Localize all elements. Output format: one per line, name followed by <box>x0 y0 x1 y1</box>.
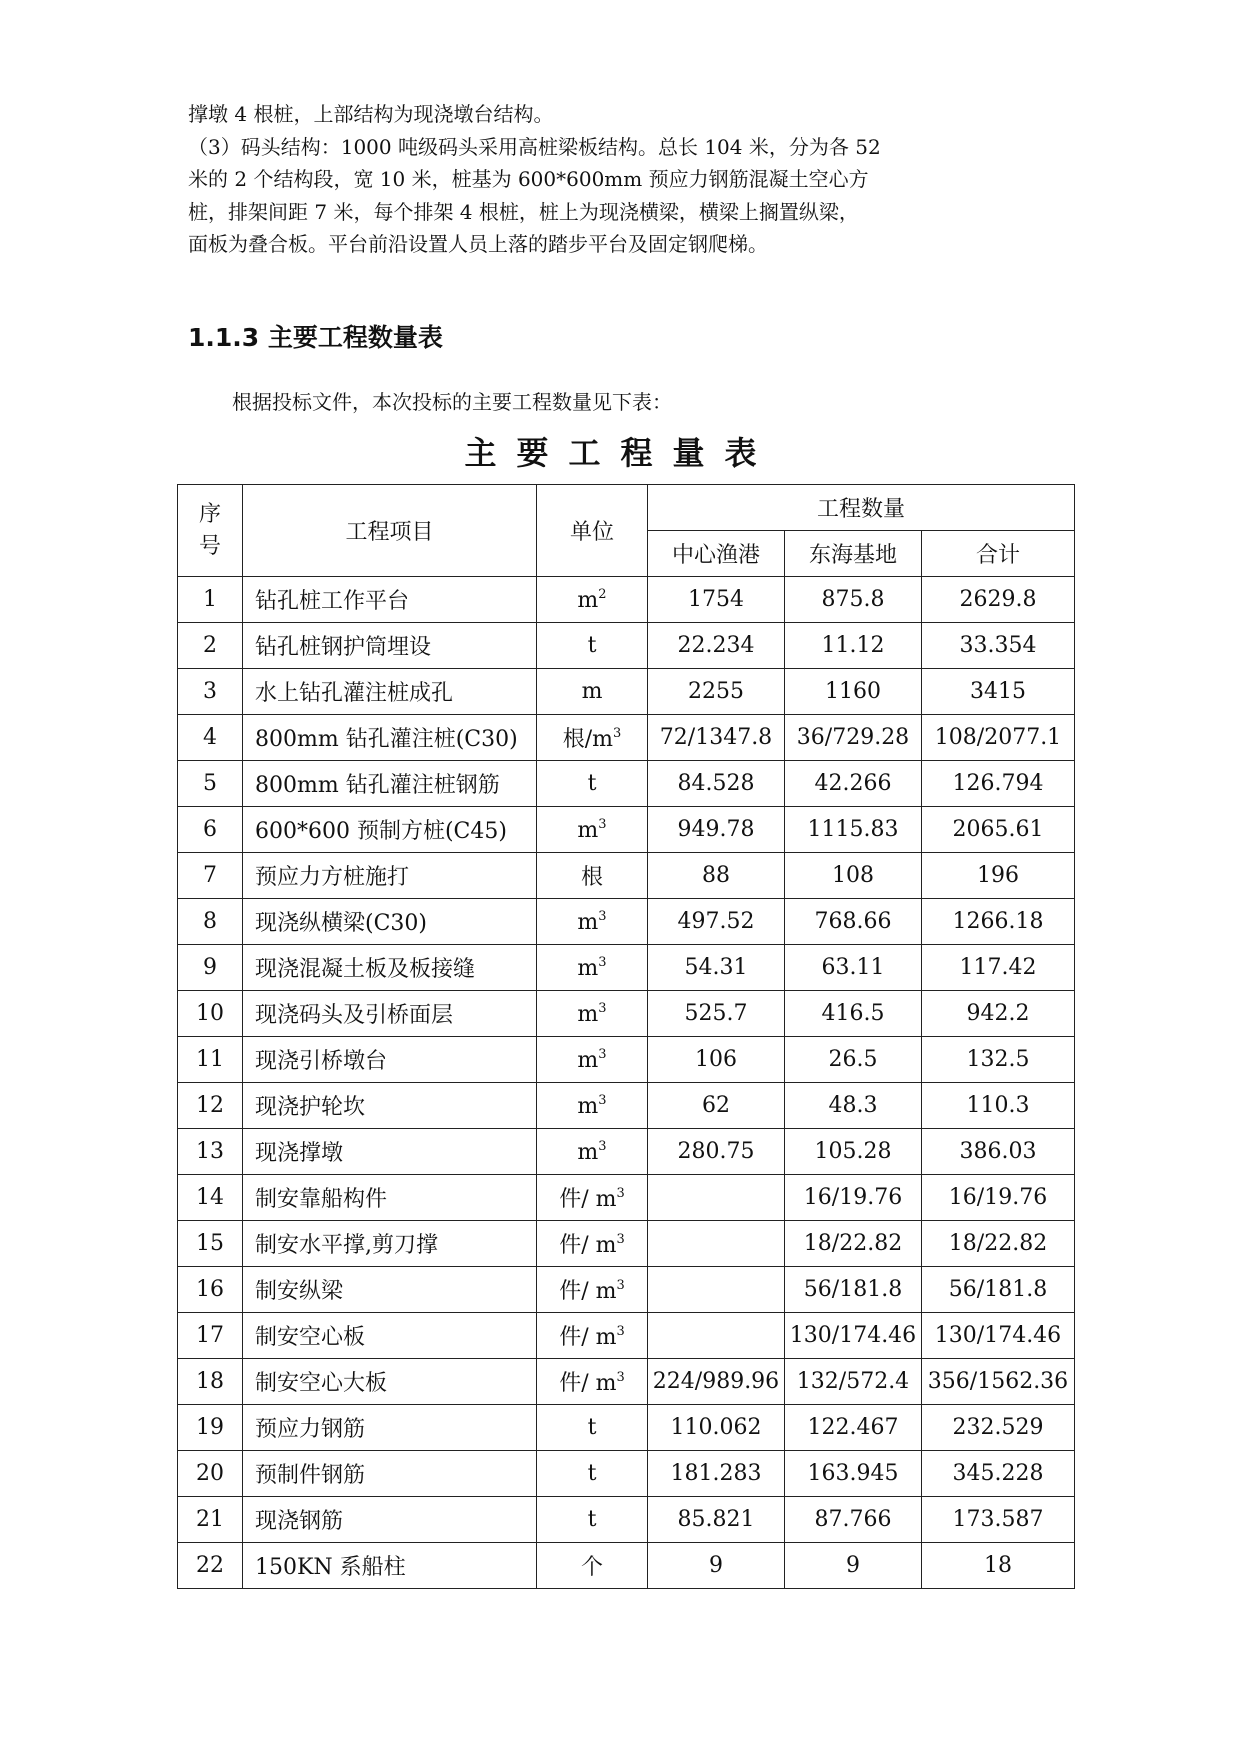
cell-col-b: 163.945 <box>785 1451 922 1497</box>
cell-col-b: 36/729.28 <box>785 715 922 761</box>
unit-superscript: 3 <box>598 1092 607 1108</box>
unit-text: 根 <box>580 865 603 890</box>
cell-col-a: 497.52 <box>648 899 785 945</box>
cell-unit <box>537 899 648 945</box>
table-row <box>178 1543 1075 1589</box>
cell-col-b: 87.766 <box>785 1497 922 1543</box>
cell-col-b: 122.467 <box>785 1405 922 1451</box>
intro-paragraph <box>188 98 928 261</box>
cell-unit <box>537 1451 648 1497</box>
table-row <box>178 715 1075 761</box>
table-row <box>178 853 1075 899</box>
unit-text: m <box>577 955 599 981</box>
cell-col-total: 126.794 <box>922 761 1075 807</box>
cell-col-b: 16/19.76 <box>785 1175 922 1221</box>
cell-unit <box>537 807 648 853</box>
cell-index: 1 <box>178 577 243 623</box>
unit-text: m <box>581 679 603 704</box>
cell-index: 2 <box>178 623 243 669</box>
intro-line: 面板为叠合板。平台前沿设置人员上落的踏步平台及固定钢爬梯。 <box>188 232 768 256</box>
table-row <box>178 623 1075 669</box>
cell-item: 现浇引桥墩台 <box>243 1037 537 1083</box>
cell-col-b: 48.3 <box>785 1083 922 1129</box>
cell-col-total: 33.354 <box>922 623 1075 669</box>
unit-superscript: 3 <box>616 1232 625 1247</box>
table-row <box>178 1451 1075 1497</box>
section-heading: 1.1.3 主要工程数量表 <box>188 323 443 352</box>
cell-col-a <box>648 1267 785 1313</box>
unit-superscript: 3 <box>598 1000 607 1016</box>
table-row <box>178 899 1075 945</box>
cell-col-total: 18/22.82 <box>922 1221 1075 1267</box>
cell-item: 150KN 系船柱 <box>243 1543 537 1589</box>
cell-col-total: 16/19.76 <box>922 1175 1075 1221</box>
table-row <box>178 945 1075 991</box>
cell-col-total: 132.5 <box>922 1037 1075 1083</box>
unit-superscript: 3 <box>598 954 607 970</box>
cell-unit <box>537 945 648 991</box>
table-row <box>178 1037 1075 1083</box>
cell-col-a: 106 <box>648 1037 785 1083</box>
cell-col-total: 18 <box>922 1543 1075 1589</box>
cell-col-b: 1160 <box>785 669 922 715</box>
cell-index: 21 <box>178 1497 243 1543</box>
cell-index: 16 <box>178 1267 243 1313</box>
cell-index: 19 <box>178 1405 243 1451</box>
unit-text: 件/ m <box>559 1187 617 1212</box>
cell-col-b: 416.5 <box>785 991 922 1037</box>
header-quantity: 工程数量 <box>648 485 1075 531</box>
unit-text: 根/m <box>562 727 613 752</box>
unit-text: m <box>577 1139 599 1165</box>
unit-superscript: 3 <box>613 726 622 741</box>
cell-col-total: 3415 <box>922 669 1075 715</box>
cell-index: 12 <box>178 1083 243 1129</box>
cell-col-b: 105.28 <box>785 1129 922 1175</box>
cell-col-a: 2255 <box>648 669 785 715</box>
cell-col-a: 181.283 <box>648 1451 785 1497</box>
cell-item: 钻孔桩工作平台 <box>243 577 537 623</box>
cell-item: 现浇钢筋 <box>243 1497 537 1543</box>
unit-text: t <box>587 1507 597 1532</box>
cell-unit <box>537 853 648 899</box>
table-row <box>178 807 1075 853</box>
intro-line: 米的 2 个结构段，宽 10 米，桩基为 600*600mm 预应力钢筋混凝土空心方 <box>188 167 869 191</box>
cell-col-total: 942.2 <box>922 991 1075 1037</box>
table-row <box>178 991 1075 1037</box>
cell-index: 17 <box>178 1313 243 1359</box>
unit-superscript: 3 <box>616 1324 625 1339</box>
cell-col-a: 84.528 <box>648 761 785 807</box>
cell-col-b: 130/174.46 <box>785 1313 922 1359</box>
cell-col-total: 117.42 <box>922 945 1075 991</box>
cell-index: 11 <box>178 1037 243 1083</box>
cell-item: 现浇纵横梁(C30) <box>243 899 537 945</box>
cell-col-a: 224/989.96 <box>648 1359 785 1405</box>
header-index <box>178 485 243 577</box>
cell-index: 22 <box>178 1543 243 1589</box>
cell-unit <box>537 761 648 807</box>
cell-col-b: 1115.83 <box>785 807 922 853</box>
cell-index: 6 <box>178 807 243 853</box>
cell-index: 4 <box>178 715 243 761</box>
cell-item: 制安纵梁 <box>243 1267 537 1313</box>
cell-col-b: 56/181.8 <box>785 1267 922 1313</box>
cell-col-b: 9 <box>785 1543 922 1589</box>
cell-col-a <box>648 1221 785 1267</box>
cell-col-a: 9 <box>648 1543 785 1589</box>
cell-item: 预制件钢筋 <box>243 1451 537 1497</box>
cell-col-b: 63.11 <box>785 945 922 991</box>
cell-col-a: 54.31 <box>648 945 785 991</box>
cell-unit <box>537 1543 648 1589</box>
header-col-total: 合计 <box>922 531 1075 577</box>
cell-col-total: 173.587 <box>922 1497 1075 1543</box>
cell-unit <box>537 1037 648 1083</box>
table-row <box>178 1129 1075 1175</box>
cell-col-total: 108/2077.1 <box>922 715 1075 761</box>
cell-col-b: 11.12 <box>785 623 922 669</box>
unit-text: 件/ m <box>559 1325 617 1350</box>
table-row <box>178 1359 1075 1405</box>
header-unit: 单位 <box>537 485 648 577</box>
unit-text: m <box>577 1001 599 1027</box>
table-row <box>178 1083 1075 1129</box>
cell-item: 600*600 预制方桩(C45) <box>243 807 537 853</box>
cell-index: 15 <box>178 1221 243 1267</box>
header-item: 工程项目 <box>243 485 537 577</box>
cell-index: 5 <box>178 761 243 807</box>
cell-unit <box>537 1313 648 1359</box>
table-body <box>178 577 1075 1589</box>
unit-superscript: 3 <box>616 1278 625 1293</box>
cell-unit <box>537 1405 648 1451</box>
cell-col-total: 2629.8 <box>922 577 1075 623</box>
cell-col-b: 18/22.82 <box>785 1221 922 1267</box>
cell-col-a: 88 <box>648 853 785 899</box>
cell-index: 3 <box>178 669 243 715</box>
unit-text: t <box>587 633 597 658</box>
table-row <box>178 761 1075 807</box>
cell-col-total: 232.529 <box>922 1405 1075 1451</box>
unit-superscript: 3 <box>598 816 607 832</box>
cell-item: 现浇护轮坎 <box>243 1083 537 1129</box>
cell-col-total: 386.03 <box>922 1129 1075 1175</box>
cell-unit <box>537 1175 648 1221</box>
cell-item: 现浇撑墩 <box>243 1129 537 1175</box>
cell-unit <box>537 669 648 715</box>
section-lead-text: 根据投标文件，本次投标的主要工程数量见下表： <box>232 390 672 414</box>
cell-item: 钻孔桩钢护筒埋设 <box>243 623 537 669</box>
unit-text: m <box>577 817 599 843</box>
cell-col-b: 132/572.4 <box>785 1359 922 1405</box>
unit-text: 件/ m <box>559 1279 617 1304</box>
cell-col-total: 196 <box>922 853 1075 899</box>
unit-superscript: 3 <box>598 1138 607 1154</box>
intro-line: 桩，排架间距 7 米，每个排架 4 根桩，桩上为现浇横梁，横梁上搁置纵梁， <box>188 199 859 224</box>
cell-item: 预应力钢筋 <box>243 1405 537 1451</box>
unit-superscript: 3 <box>616 1370 625 1385</box>
cell-col-b: 875.8 <box>785 577 922 623</box>
header-col-a: 中心渔港 <box>648 531 785 577</box>
cell-item: 水上钻孔灌注桩成孔 <box>243 669 537 715</box>
table-row <box>178 1405 1075 1451</box>
unit-text: t <box>587 1415 597 1440</box>
cell-index: 18 <box>178 1359 243 1405</box>
unit-superscript: 3 <box>616 1186 625 1201</box>
cell-col-a: 949.78 <box>648 807 785 853</box>
cell-unit <box>537 1083 648 1129</box>
cell-col-a: 1754 <box>648 577 785 623</box>
cell-col-b: 768.66 <box>785 899 922 945</box>
cell-col-total: 2065.61 <box>922 807 1075 853</box>
cell-index: 10 <box>178 991 243 1037</box>
cell-col-a: 280.75 <box>648 1129 785 1175</box>
cell-col-a: 22.234 <box>648 623 785 669</box>
table-row <box>178 1267 1075 1313</box>
cell-item: 800mm 钻孔灌注桩钢筋 <box>243 761 537 807</box>
cell-col-a: 110.062 <box>648 1405 785 1451</box>
cell-item: 制安水平撑,剪刀撑 <box>243 1221 537 1267</box>
unit-text: 个 <box>580 1555 603 1580</box>
unit-text: 件/ m <box>559 1371 617 1396</box>
header-index-label: 序号 <box>198 501 221 559</box>
cell-col-a: 72/1347.8 <box>648 715 785 761</box>
cell-index: 20 <box>178 1451 243 1497</box>
cell-index: 7 <box>178 853 243 899</box>
cell-col-a <box>648 1175 785 1221</box>
intro-line: 撑墩 4 根桩，上部结构为现浇墩台结构。 <box>188 102 554 126</box>
unit-text: t <box>587 1461 597 1486</box>
cell-col-total: 110.3 <box>922 1083 1075 1129</box>
cell-col-a: 62 <box>648 1083 785 1129</box>
cell-index: 9 <box>178 945 243 991</box>
unit-superscript: 2 <box>598 586 607 602</box>
cell-col-b: 26.5 <box>785 1037 922 1083</box>
cell-unit <box>537 1497 648 1543</box>
cell-unit <box>537 715 648 761</box>
cell-unit <box>537 577 648 623</box>
cell-col-total: 56/181.8 <box>922 1267 1075 1313</box>
unit-superscript: 3 <box>598 908 607 924</box>
cell-index: 13 <box>178 1129 243 1175</box>
cell-unit <box>537 1267 648 1313</box>
table-row <box>178 1313 1075 1359</box>
cell-col-b: 42.266 <box>785 761 922 807</box>
cell-col-total: 345.228 <box>922 1451 1075 1497</box>
table-title: 主要工程量表 <box>464 434 777 472</box>
cell-col-a: 85.821 <box>648 1497 785 1543</box>
cell-item: 现浇码头及引桥面层 <box>243 991 537 1037</box>
unit-text: m <box>577 587 599 613</box>
table-row <box>178 577 1075 623</box>
cell-item: 制安空心大板 <box>243 1359 537 1405</box>
cell-item: 预应力方桩施打 <box>243 853 537 899</box>
header-col-b: 东海基地 <box>785 531 922 577</box>
table-row <box>178 1175 1075 1221</box>
table-row <box>178 669 1075 715</box>
cell-item: 800mm 钻孔灌注桩(C30) <box>243 715 537 761</box>
unit-superscript: 3 <box>598 1046 607 1062</box>
cell-col-a <box>648 1313 785 1359</box>
quantity-table <box>177 484 1075 1589</box>
cell-col-total: 356/1562.36 <box>922 1359 1075 1405</box>
unit-text: m <box>577 909 599 935</box>
cell-col-a: 525.7 <box>648 991 785 1037</box>
table-row <box>178 1497 1075 1543</box>
cell-index: 14 <box>178 1175 243 1221</box>
cell-item: 现浇混凝土板及板接缝 <box>243 945 537 991</box>
unit-text: t <box>587 771 597 796</box>
cell-unit <box>537 1129 648 1175</box>
cell-col-b: 108 <box>785 853 922 899</box>
cell-unit <box>537 991 648 1037</box>
cell-col-total: 1266.18 <box>922 899 1075 945</box>
table-row <box>178 1221 1075 1267</box>
cell-unit <box>537 1221 648 1267</box>
cell-item: 制安靠船构件 <box>243 1175 537 1221</box>
intro-line: （3）码头结构：1000 吨级码头采用高桩梁板结构。总长 104 米，分为各 52 <box>188 134 881 159</box>
cell-unit <box>537 1359 648 1405</box>
unit-text: 件/ m <box>559 1233 617 1258</box>
cell-unit <box>537 623 648 669</box>
cell-item: 制安空心板 <box>243 1313 537 1359</box>
unit-text: m <box>577 1093 599 1119</box>
unit-text: m <box>577 1047 599 1073</box>
cell-index: 8 <box>178 899 243 945</box>
cell-col-total: 130/174.46 <box>922 1313 1075 1359</box>
